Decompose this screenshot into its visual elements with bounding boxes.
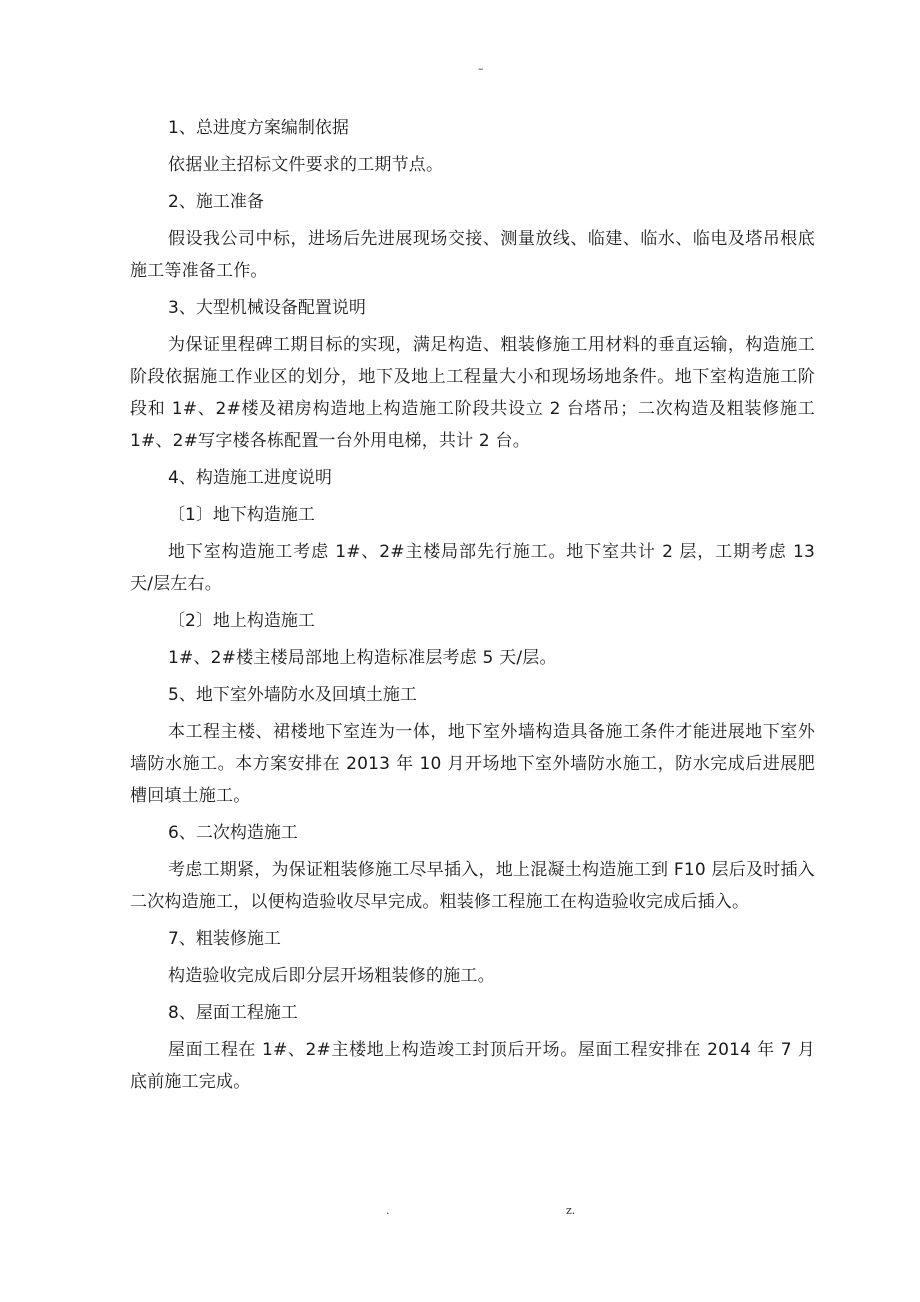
section-4-sub2-body: 1#、2#楼主楼局部地上构造标准层考虑 5 天/层。 (168, 648, 557, 668)
section-7-body: 构造验收完成后即分层开场粗装修的施工。 (168, 966, 495, 986)
section-2-title: 2、施工准备 (168, 192, 264, 212)
section-5-title: 5、地下室外墙防水及回填土施工 (168, 685, 417, 705)
section-3-body: 为保证里程碑工期目标的实现，满足构造、粗装修施工用材料的垂直运输，构造施工阶段依据施工作业区的划分，地下及地上工程量大小和现场场地条件。地下室构造施工阶段和 1#、2#楼及裙房构造地上构造施工阶段共设立 2 台塔吊；二次构造及粗装修施工 1#、2#写字楼各栋配置一台外用电梯，共计 2 台。 (130, 335, 815, 451)
section-6-body: 考虑工期紧，为保证粗装修施工尽早插入，地上混凝土构造施工到 F10 层后及时插入二次构造施工，以便构造验收尽早完成。粗装修工程施工在构造验收完成后插入。 (130, 860, 815, 912)
footer-left-mark: . (386, 1204, 390, 1217)
section-4-sub2-title: 〔2〕地上构造施工 (168, 611, 315, 631)
document-body (130, 110, 815, 1101)
section-4-sub1-body: 地下室构造施工考虑 1#、2#主楼局部先行施工。地下室共计 2 层，工期考虑 13 天/层左右。 (130, 542, 815, 594)
section-4-sub1-title: 〔1〕地下构造施工 (168, 505, 315, 525)
section-1-title: 1、总进度方案编制依据 (168, 118, 349, 138)
section-1-body: 依据业主招标文件要求的工期节点。 (168, 155, 444, 175)
section-3-title: 3、大型机械设备配置说明 (168, 298, 366, 318)
section-8-body: 屋面工程在 1#、2#主楼地上构造竣工封顶后开场。屋面工程安排在 2014 年 7 月底前施工完成。 (130, 1040, 815, 1092)
section-2-body: 假设我公司中标，进场后先进展现场交接、测量放线、临建、临水、临电及塔吊根底施工等准备工作。 (130, 229, 815, 281)
section-6-title: 6、二次构造施工 (168, 823, 298, 843)
section-8-title: 8、屋面工程施工 (168, 1003, 298, 1023)
footer-right-mark: z. (566, 1204, 576, 1217)
section-5-body: 本工程主楼、裙楼地下室连为一体，地下室外墙构造具备施工条件才能进展地下室外墙防水施工。本方案安排在 2013 年 10 月开场地下室外墙防水施工，防水完成后进展肥槽回填土施工。 (130, 722, 815, 806)
section-4-title: 4、构造施工进度说明 (168, 468, 332, 488)
section-7-title: 7、粗装修施工 (168, 929, 281, 949)
header-mark: – (478, 62, 484, 75)
